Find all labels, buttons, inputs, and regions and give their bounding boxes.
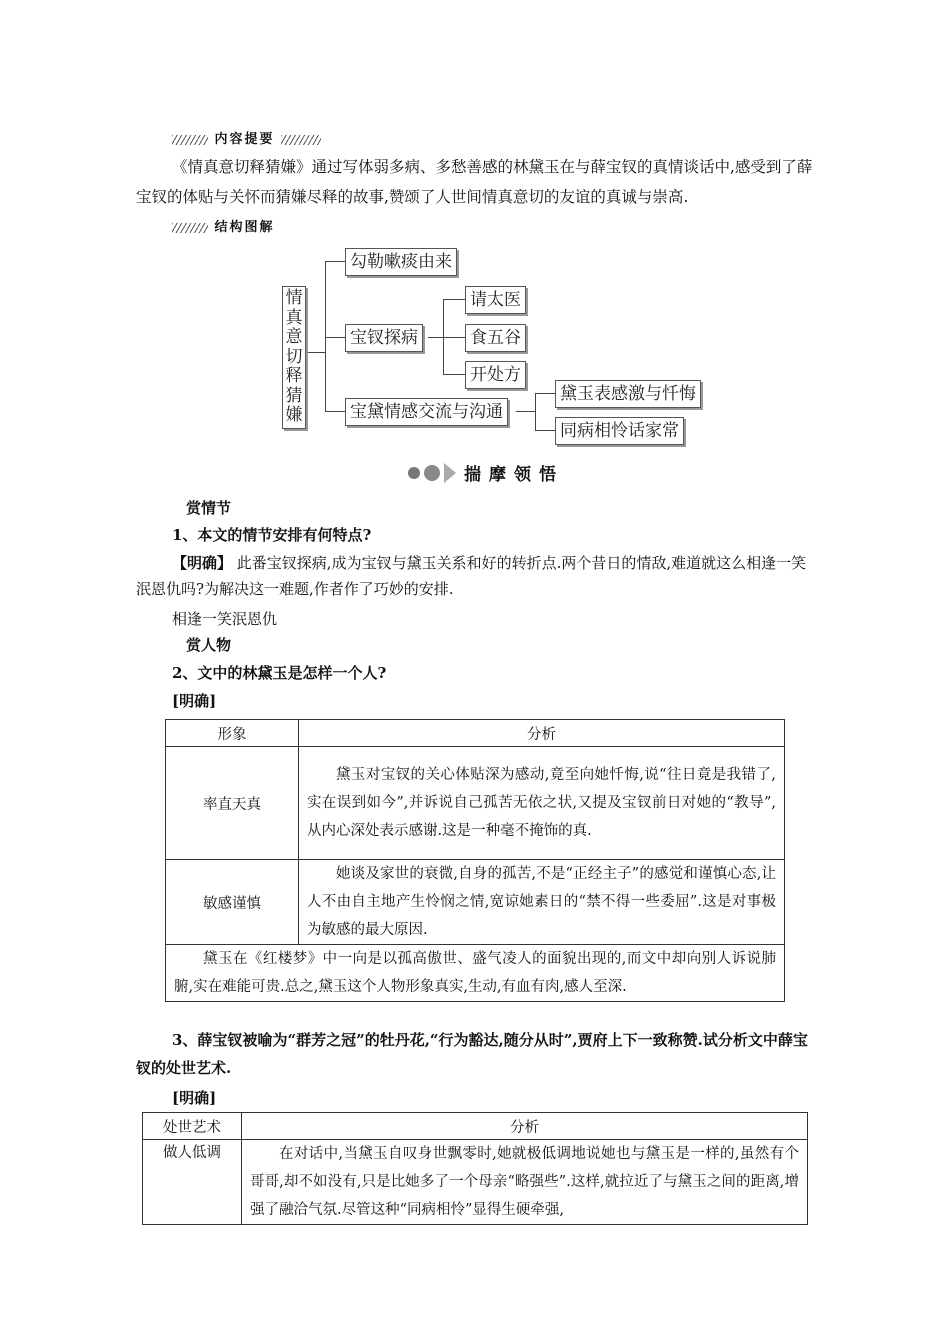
diagram-leaf: 黛玉表感激与忏悔: [555, 380, 701, 408]
table-daiyu-traits: [165, 719, 785, 1002]
hatch-decoration: [172, 223, 208, 233]
section-banner: [408, 460, 564, 485]
arrow-icon: [444, 463, 456, 483]
table-row: [166, 860, 785, 945]
section-heading-structure: [172, 216, 275, 235]
section-heading-summary: [172, 128, 321, 147]
hatch-decoration: [172, 135, 208, 145]
connector-line: [428, 337, 444, 338]
answer-1-label: 【明确】: [172, 554, 233, 572]
table-header-cell: 分析: [299, 720, 785, 747]
table-baochai-art: [142, 1112, 808, 1225]
connector-line: [443, 337, 465, 338]
table-header-cell: 分析: [242, 1113, 808, 1140]
connector-line: [535, 393, 555, 394]
diagram-leaf: 食五谷: [465, 324, 526, 352]
connector-line: [325, 411, 345, 412]
summary-cell: 黛玉在《红楼梦》中一向是以孤高傲世、盛气凌人的面貌出现的,而文中却向别人诉说肺腑,实在难能可贵.总之,黛玉这个人物形象真实,生动,有血有肉,感人至深.: [174, 951, 776, 995]
section-label-plot: 赏情节: [186, 499, 232, 517]
connector-line: [308, 352, 326, 353]
connector-line: [325, 261, 326, 411]
diagram-root: 情真意切释猜嫌: [282, 286, 306, 429]
analysis-cell: 她谈及家世的衰微,自身的孤苦,不是“正经主子”的感觉和谨慎心态,让人不由自主地产生怜悯之情,宽谅她素日的“禁不得一些委屈”.这是对事极为敏感的最大原因.: [307, 866, 776, 938]
answer-1-text: 此番宝钗探病,成为宝钗与黛玉关系和好的转折点.两个昔日的情敌,难道就这么相逢一笑泯恩仇吗?为解决这一难题,作者作了巧妙的安排.: [136, 554, 807, 598]
trait-cell: 做人低调: [143, 1140, 242, 1225]
table-row: [143, 1140, 808, 1225]
connector-line: [325, 261, 345, 262]
question-2: 2、文中的林黛玉是怎样一个人?: [172, 664, 387, 682]
summary-paragraph: 《情真意切释猜嫌》通过写体弱多病、多愁善感的林黛玉在与薛宝钗的真情谈话中,感受到了薛宝钗的体贴与关怀而猜嫌尽释的故事,赞颂了人世间情真意切的友谊的真诚与崇高.: [136, 158, 813, 206]
banner-title: 揣摩领悟: [464, 465, 564, 485]
question-3: 3、薛宝钗被喻为“群芳之冠”的牡丹花,“行为豁达,随分从时”,贾府上下一致称赞.试分析文中薛宝钗的处世艺术.: [136, 1031, 808, 1077]
hatch-decoration: [281, 135, 321, 145]
table-row: [166, 747, 785, 860]
trait-cell: 率直天真: [166, 747, 299, 860]
trait-cell: 敏感谨慎: [166, 860, 299, 945]
connector-line: [535, 430, 555, 431]
answer-1: [136, 550, 816, 602]
diagram-leaf: 同病相怜话家常: [555, 417, 684, 445]
dot-icon: [424, 465, 440, 481]
diagram-branch-3: 宝黛情感交流与沟通: [345, 398, 508, 426]
diagram-leaf: 开处方: [465, 361, 526, 389]
analysis-cell: 黛玉对宝钗的关心体贴深为感动,竟至向她忏悔,说“往日竟是我错了,实在误到如今”,并诉说自己孤苦无依之状,又提及宝钗前日对她的“教导”,从内心深处表示感谢.这是一种毫不掩饰的真.: [307, 767, 776, 839]
diagram-branch-2: 宝钗探病: [345, 324, 423, 352]
section-heading-summary-label: 内容提要: [214, 132, 275, 147]
connector-line: [325, 337, 345, 338]
table-header-row: [166, 720, 785, 747]
section-heading-structure-label: 结构图解: [214, 220, 275, 235]
answer-3-label: [明确]: [172, 1089, 217, 1107]
connector-line: [443, 374, 465, 375]
connector-line: [516, 411, 536, 412]
connector-line: [535, 393, 536, 430]
connector-line: [443, 299, 465, 300]
analysis-cell: 在对话中,当黛玉自叹身世飘零时,她就极低调地说她也与黛玉是一样的,虽然有个哥哥,却不如没有,只是比她多了一个母亲“略强些”.这样,就拉近了与黛玉之间的距离,增强了融洽气氛.尽管这种“同病相怜”显得生硬牵强,: [250, 1146, 799, 1218]
diagram-leaf: 请太医: [465, 286, 526, 314]
table-header-cell: 形象: [166, 720, 299, 747]
question-1: 1、本文的情节安排有何特点?: [172, 526, 372, 544]
table-header-row: [143, 1113, 808, 1140]
answer-1-extra: 相逢一笑泯恩仇: [172, 610, 278, 628]
section-label-character: 赏人物: [186, 636, 232, 654]
table-header-cell: 处世艺术: [143, 1113, 242, 1140]
dot-icon: [408, 467, 420, 479]
table-row: [166, 945, 785, 1002]
diagram-branch-1: 勾勒嗽痰由来: [345, 248, 457, 276]
answer-2-label: [明确]: [172, 692, 217, 710]
